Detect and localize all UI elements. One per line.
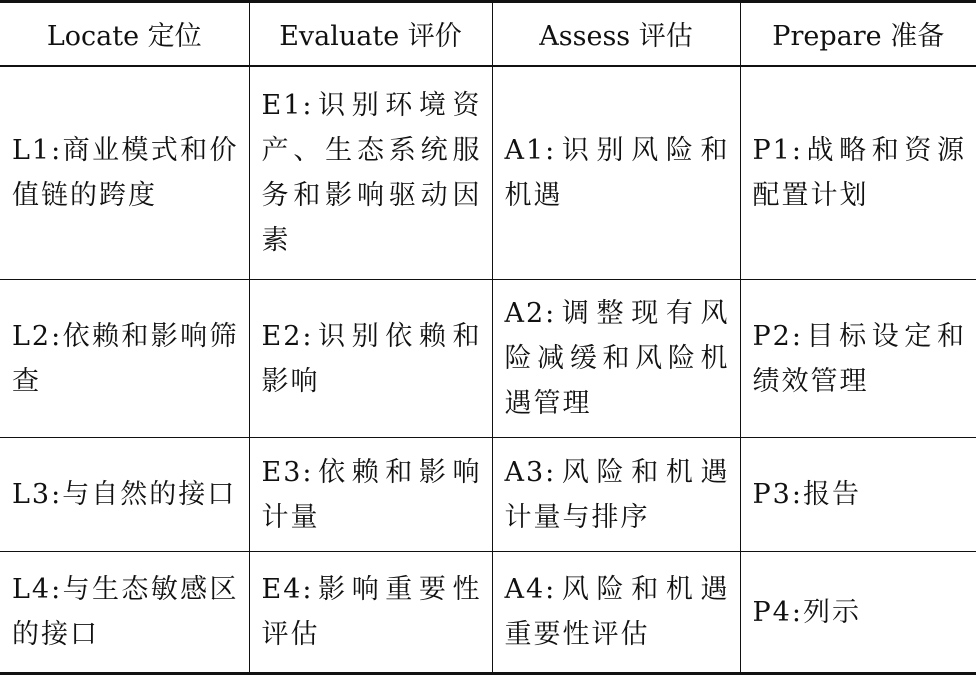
cell-p4: P4:列示 (740, 552, 976, 674)
cell-e3: E3:依赖和影响计量 (249, 438, 492, 552)
header-locate: Locate 定位 (0, 2, 249, 66)
table-row (0, 66, 976, 280)
cell-e2: E2:识别依赖和影响 (249, 280, 492, 438)
cell-a3: A3:风险和机遇计量与排序 (492, 438, 740, 552)
cell-p2: P2:目标设定和绩效管理 (740, 280, 976, 438)
table-row (0, 280, 976, 438)
table-row (0, 438, 976, 552)
cell-e1: E1:识别环境资产、生态系统服务和影响驱动因素 (249, 66, 492, 280)
cell-a1: A1:识别风险和机遇 (492, 66, 740, 280)
header-row (0, 2, 976, 66)
cell-p1: P1:战略和资源配置计划 (740, 66, 976, 280)
cell-a4: A4:风险和机遇重要性评估 (492, 552, 740, 674)
cell-l1: L1:商业模式和价值链的跨度 (0, 66, 249, 280)
header-prepare: Prepare 准备 (740, 2, 976, 66)
cell-a2: A2:调整现有风险减缓和风险机遇管理 (492, 280, 740, 438)
header-evaluate: Evaluate 评价 (249, 2, 492, 66)
table-body (0, 66, 976, 674)
table-row (0, 552, 976, 674)
header-assess: Assess 评估 (492, 2, 740, 66)
table-header (0, 2, 976, 66)
cell-l3: L3:与自然的接口 (0, 438, 249, 552)
cell-l2: L2:依赖和影响筛查 (0, 280, 249, 438)
cell-p3: P3:报告 (740, 438, 976, 552)
cell-l4: L4:与生态敏感区的接口 (0, 552, 249, 674)
cell-e4: E4:影响重要性评估 (249, 552, 492, 674)
